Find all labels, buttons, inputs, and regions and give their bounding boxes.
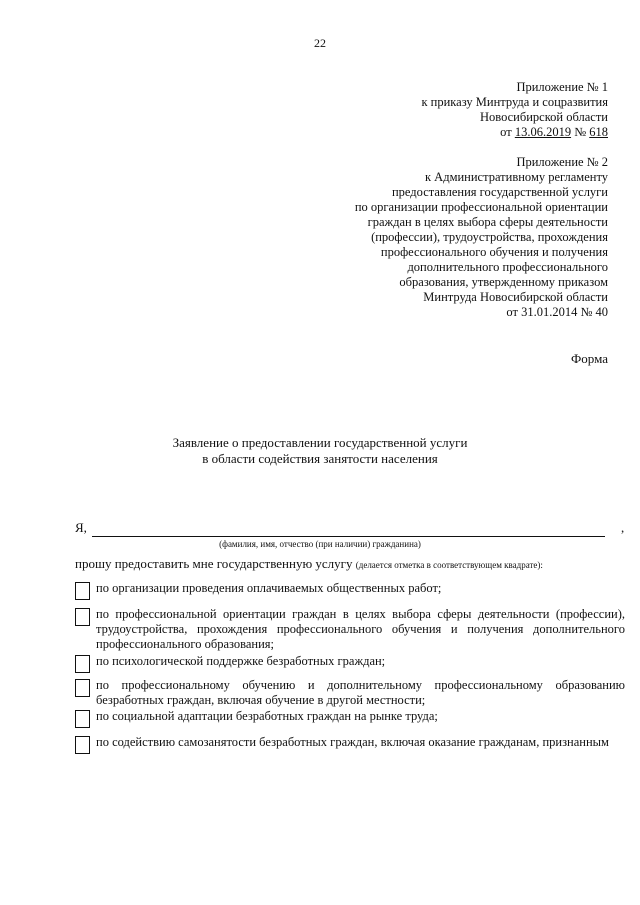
annex-2-line: от 31.01.2014 № 40 — [506, 305, 608, 319]
annex-2-line: к Административному регламенту — [424, 170, 608, 184]
annex-2-line: Минтруда Новосибирской области — [423, 290, 608, 304]
applicant-label: Я, — [75, 520, 87, 535]
annex-1-line: Приложение № 1 — [516, 80, 608, 94]
option-checkbox[interactable] — [75, 710, 90, 728]
applicant-name-field[interactable] — [92, 536, 605, 537]
option-checkbox[interactable] — [75, 582, 90, 600]
service-option — [75, 735, 625, 750]
option-text: по профессиональной ориентации граждан в целях выбора сферы деятельности (профессии), трудоустройства, прохождения профессионального обучения и получения дополнительного профессионального образования; — [96, 607, 625, 651]
applicant-end-mark: , — [621, 520, 625, 535]
annex-1-number-prefix: № — [571, 125, 590, 139]
annex-2-line: граждан в целях выбора сферы деятельности — [367, 215, 608, 229]
annex-2-line: Приложение № 2 — [516, 155, 608, 169]
form-label: Форма — [571, 351, 608, 366]
service-option — [75, 654, 625, 669]
annex-1-block — [421, 80, 608, 140]
page-number: 22 — [314, 36, 326, 50]
annex-2-line: дополнительного профессионального — [407, 260, 608, 274]
option-text: по организации проведения оплачиваемых общественных работ; — [96, 581, 442, 595]
service-option — [75, 581, 625, 596]
title-line-1: Заявление о предоставлении государственной услуги — [172, 435, 468, 450]
annex-1-number: 618 — [589, 125, 608, 139]
annex-2-line: профессионального обучения и получения — [380, 245, 608, 259]
option-text: по психологической поддержке безработных граждан; — [96, 654, 386, 668]
annex-2-line: (профессии), трудоустройства, прохождения — [371, 230, 608, 244]
service-option — [75, 678, 625, 708]
applicant-hint: (фамилия, имя, отчество (при наличии) гражданина) — [219, 539, 421, 549]
annex-1-line: к приказу Минтруда и соцразвития — [421, 95, 608, 109]
option-checkbox[interactable] — [75, 679, 90, 697]
request-line — [75, 556, 543, 572]
service-option — [75, 709, 625, 724]
annex-1-date: 13.06.2019 — [514, 125, 572, 139]
annex-1-date-line — [421, 125, 608, 140]
annex-2-line: предоставления государственной услуги — [391, 185, 608, 199]
request-hint: (делается отметка в соответствующем квадрате): — [355, 560, 543, 570]
annex-2-block — [355, 155, 608, 320]
annex-2-line: по организации профессиональной ориентации — [354, 200, 608, 214]
annex-1-date-prefix: от — [500, 125, 515, 139]
option-checkbox[interactable] — [75, 736, 90, 754]
service-option — [75, 607, 625, 652]
option-text: по профессиональному обучению и дополнительному профессиональному образованию безработных граждан, включая обучение в другой местности; — [96, 678, 625, 707]
option-text: по социальной адаптации безработных граждан на рынке труда; — [96, 709, 438, 723]
annex-1-line: Новосибирской области — [479, 110, 608, 124]
annex-2-line: образования, утвержденному приказом — [399, 275, 608, 289]
option-text: по содействию самозанятости безработных граждан, включая оказание гражданам, признанным — [96, 735, 609, 749]
option-checkbox[interactable] — [75, 608, 90, 626]
title-line-2: в области содействия занятости населения — [202, 451, 438, 466]
document-title — [0, 435, 640, 467]
request-text: прошу предоставить мне государственную услугу — [75, 556, 353, 571]
option-checkbox[interactable] — [75, 655, 90, 673]
